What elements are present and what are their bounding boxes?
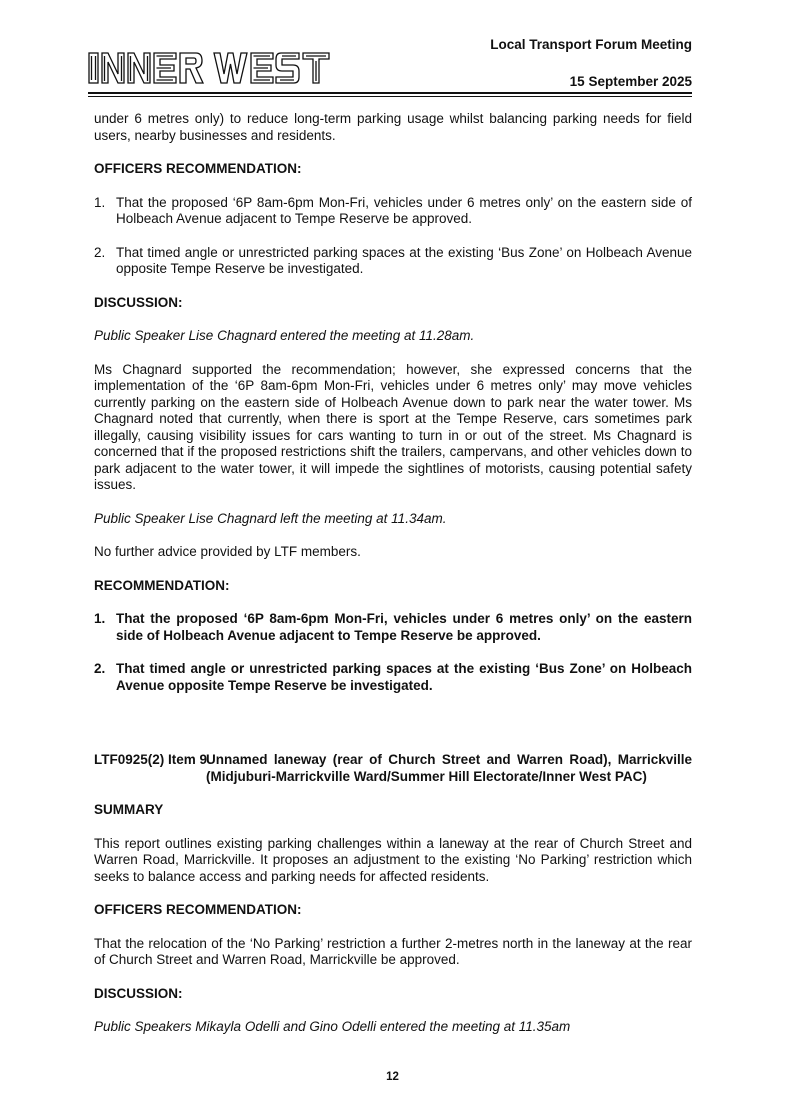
speaker-entered-note: Public Speaker Lise Chagnard entered the meeting at 11.28am. xyxy=(94,328,475,343)
list-number: 1. xyxy=(94,194,106,210)
summary-heading: SUMMARY xyxy=(94,802,164,817)
header-rule-thin xyxy=(88,96,692,97)
item9-officers-recommendation-heading: OFFICERS RECOMMENDATION: xyxy=(94,902,302,917)
list-text: That timed angle or unrestricted parking spaces at the existing ‘Bus Zone’ on Holbeach Avenue opposite Tempe Reserve be investigated. xyxy=(116,661,692,693)
agenda-item-code: LTF0925(2) Item 9 xyxy=(94,752,208,767)
discussion-heading: DISCUSSION: xyxy=(94,294,183,310)
list-number: 2. xyxy=(94,661,106,676)
officers-recommendation-list xyxy=(94,195,692,278)
page-number: 12 xyxy=(386,1071,399,1083)
document-body xyxy=(94,111,692,1053)
list-item xyxy=(94,611,692,644)
list-text: That timed angle or unrestricted parking spaces at the existing ‘Bus Zone’ on Holbeach Avenue opposite Tempe Reserve be investigated. xyxy=(116,244,692,276)
intro-paragraph: under 6 metres only) to reduce long-term parking usage whilst balancing parking needs for field users, nearby businesses and residents. xyxy=(94,111,692,143)
agenda-item-title: Unnamed laneway (rear of Church Street and Warren Road), Marrickville (Midjuburi-Marrickville Ward/Summer Hill Electorate/Inner West PAC) xyxy=(206,752,692,784)
speaker-left-note: Public Speaker Lise Chagnard left the meeting at 11.34am. xyxy=(94,510,447,526)
meeting-title: Local Transport Forum Meeting xyxy=(490,37,692,52)
list-number: 1. xyxy=(94,611,106,626)
meeting-date: 15 September 2025 xyxy=(569,74,692,89)
agenda-item-heading xyxy=(94,752,692,785)
officers-recommendation-heading: OFFICERS RECOMMENDATION: xyxy=(94,161,302,176)
item9-discussion-heading: DISCUSSION: xyxy=(94,985,183,1001)
speakers-entered-note: Public Speakers Mikayla Odelli and Gino Odelli entered the meeting at 11.35am xyxy=(94,1019,571,1034)
inner-west-logo xyxy=(88,50,334,86)
list-item xyxy=(94,245,692,278)
recommendation-list xyxy=(94,611,692,694)
summary-paragraph: This report outlines existing parking challenges within a laneway at the rear of Church Street and Warren Road, Marrickville. It proposes an adjustment to the existing ‘No Parking’ restriction which seeks to balance access and parking needs for affected residents. xyxy=(94,835,692,884)
list-text: That the proposed ‘6P 8am-6pm Mon-Fri, vehicles under 6 metres only’ on the eastern side of Holbeach Avenue adjacent to Tempe Reserve be approved. xyxy=(116,611,692,643)
recommendation-heading: RECOMMENDATION: xyxy=(94,577,230,593)
no-further-advice: No further advice provided by LTF members. xyxy=(94,544,361,559)
discussion-paragraph: Ms Chagnard supported the recommendation; however, she expressed concerns that the implementation of the ‘6P 8am-6pm Mon-Fri, vehicles under 6 metres only’ may move vehicles currently parking on the eastern side of Holbeach Avenue down to park near the water tower. Ms Chagnard noted that currently, when there is sport at the Tempe Reserve, cars sometimes park illegally, causing visibility issues for cars wanting to turn in or out of the street. Ms Chagnard is concerned that if the proposed restrictions shift the trailers, campervans, and other vehicles down to park adjacent to the water tower, it will impede the sightlines of motorists, causing potential safety issues. xyxy=(94,361,692,492)
list-item xyxy=(94,195,692,228)
list-number: 2. xyxy=(94,244,106,260)
header-rule-thick xyxy=(88,92,692,94)
item9-officers-recommendation-text: That the relocation of the ‘No Parking’ restriction a further 2-metres north in the laneway at the rear of Church Street and Warren Road, Marrickville be approved. xyxy=(94,935,692,967)
list-text: That the proposed ‘6P 8am-6pm Mon-Fri, vehicles under 6 metres only’ on the eastern side of Holbeach Avenue adjacent to Tempe Reserve be approved. xyxy=(116,194,692,226)
list-item xyxy=(94,661,692,694)
